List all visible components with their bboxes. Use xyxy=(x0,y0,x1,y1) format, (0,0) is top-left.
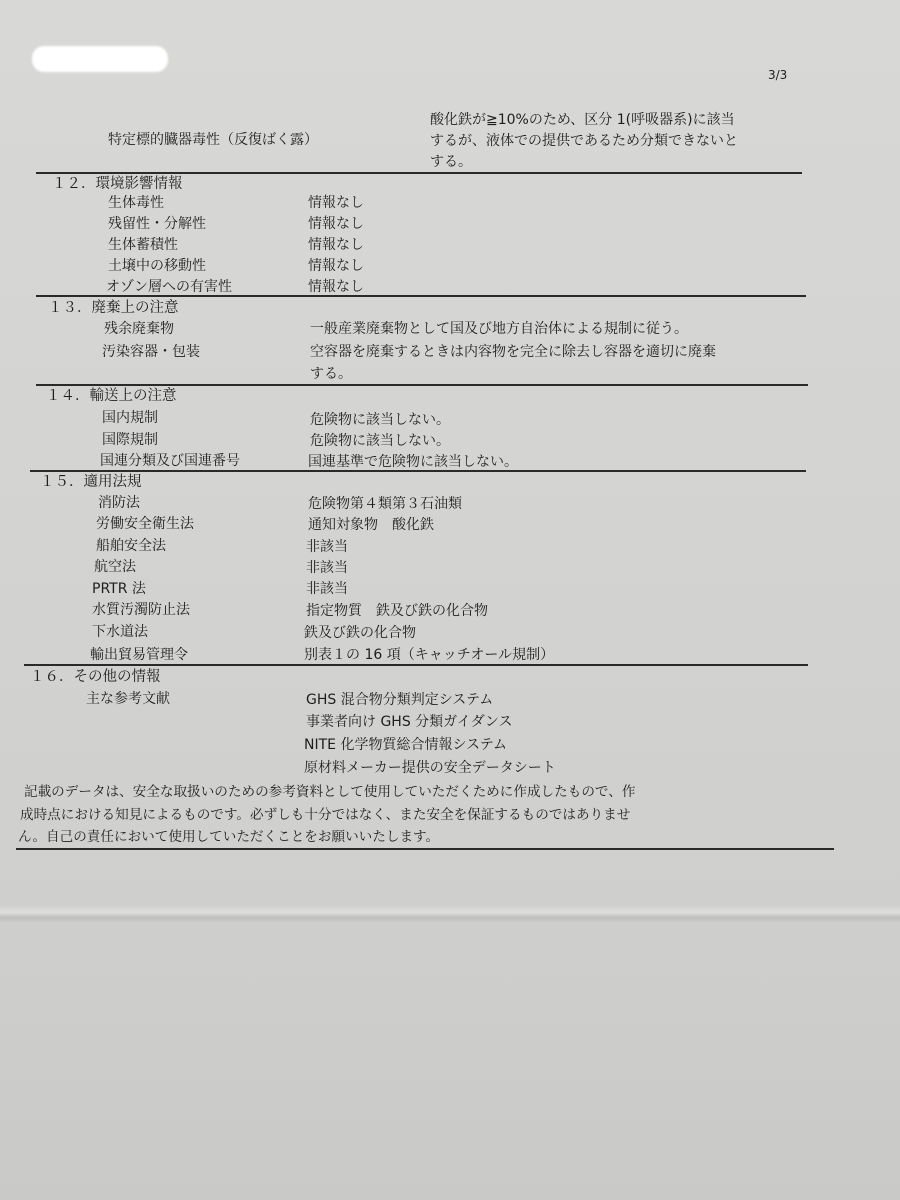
paper-fold xyxy=(0,905,900,923)
section12-value: 情報なし xyxy=(308,195,364,211)
section13-value: 空容器を廃棄するときは内容物を完全に除去し容器を適切に廃棄 xyxy=(310,344,716,360)
target-organ-value-line: するが、液体での提供であるため分類できないと xyxy=(430,133,738,149)
target-organ-value-line: 酸化鉄が≧10%のため、区分 1(呼吸器系)に該当 xyxy=(430,112,735,128)
section15-label: 下水道法 xyxy=(92,624,148,640)
disclaimer-line: 記載のデータは、安全な取扱いのための参考資料として使用していただくために作成したもので、作 xyxy=(24,784,636,800)
section12-value: 情報なし xyxy=(308,237,364,253)
section14-value: 危険物に該当しない。 xyxy=(310,412,450,428)
target-organ-label: 特定標的臓器毒性（反復ばく露） xyxy=(108,132,318,148)
section15-label: 船舶安全法 xyxy=(96,538,166,554)
section-divider xyxy=(36,295,806,297)
section13-label: 残余廃棄物 xyxy=(104,321,174,337)
section12-label: 残留性・分解性 xyxy=(108,216,206,232)
target-organ-value-line: する。 xyxy=(430,154,472,170)
page-number: 3/3 xyxy=(768,68,788,82)
section12-title: １２．環境影響情報 xyxy=(52,176,183,192)
section12-value: 情報なし xyxy=(308,258,364,274)
section14-title: １４．輸送上の注意 xyxy=(46,388,177,404)
section15-value: 危険物第４類第３石油類 xyxy=(308,496,462,512)
section13-label: 汚染容器・包装 xyxy=(102,344,200,360)
section12-label: 生体蓄積性 xyxy=(108,237,178,253)
section15-value: 別表１の 16 項（キャッチオール規制） xyxy=(304,647,555,663)
section15-value: 鉄及び鉄の化合物 xyxy=(304,625,416,641)
section16-label: 主な参考文献 xyxy=(86,691,170,707)
section14-label: 国際規制 xyxy=(102,432,158,448)
section15-value: 非該当 xyxy=(306,581,348,597)
section-divider xyxy=(30,470,806,472)
section15-value: 通知対象物 酸化鉄 xyxy=(308,517,434,533)
section15-label: 労働安全衛生法 xyxy=(96,516,194,532)
section12-label: 生体毒性 xyxy=(108,195,164,211)
section-divider xyxy=(16,848,834,850)
section15-label: 消防法 xyxy=(98,495,140,511)
section13-value-cont: する。 xyxy=(310,366,352,382)
section15-value: 非該当 xyxy=(306,539,348,555)
section15-label: 水質汚濁防止法 xyxy=(92,602,190,618)
section14-label: 国連分類及び国連番号 xyxy=(100,453,240,469)
disclaimer-line: 成時点における知見によるものです。必ずしも十分ではなく、また安全を保証するものではありませ xyxy=(20,807,631,823)
section13-title: １３．廃棄上の注意 xyxy=(48,300,179,316)
section14-label: 国内規制 xyxy=(102,410,158,426)
reference-item: GHS 混合物分類判定システム xyxy=(306,692,494,708)
reference-item: 原材料メーカー提供の安全データシート xyxy=(304,760,556,776)
section15-title: １５．適用法規 xyxy=(40,474,142,490)
redacted-area xyxy=(32,46,168,72)
section12-label: オゾン層への有害性 xyxy=(106,279,232,295)
section15-value: 指定物質 鉄及び鉄の化合物 xyxy=(306,603,488,619)
reference-item: NITE 化学物質総合情報システム xyxy=(304,737,508,753)
section-divider xyxy=(24,664,808,666)
section12-value: 情報なし xyxy=(308,279,364,295)
section15-value: 非該当 xyxy=(306,560,348,576)
section14-value: 危険物に該当しない。 xyxy=(310,433,450,449)
section13-value: 一般産業廃棄物として国及び地方自治体による規制に従う。 xyxy=(310,321,688,337)
section15-label: 輸出貿易管理令 xyxy=(90,647,188,663)
section15-label: 航空法 xyxy=(94,559,136,575)
section12-label: 土壌中の移動性 xyxy=(108,258,206,274)
section15-label: PRTR 法 xyxy=(92,581,146,597)
section12-value: 情報なし xyxy=(308,216,364,232)
reference-item: 事業者向け GHS 分類ガイダンス xyxy=(306,714,513,730)
section16-title: １６．その他の情報 xyxy=(30,669,161,685)
section14-value: 国連基準で危険物に該当しない。 xyxy=(308,454,518,470)
disclaimer-line: ん。自己の責任において使用していただくことをお願いいたします。 xyxy=(18,829,440,845)
